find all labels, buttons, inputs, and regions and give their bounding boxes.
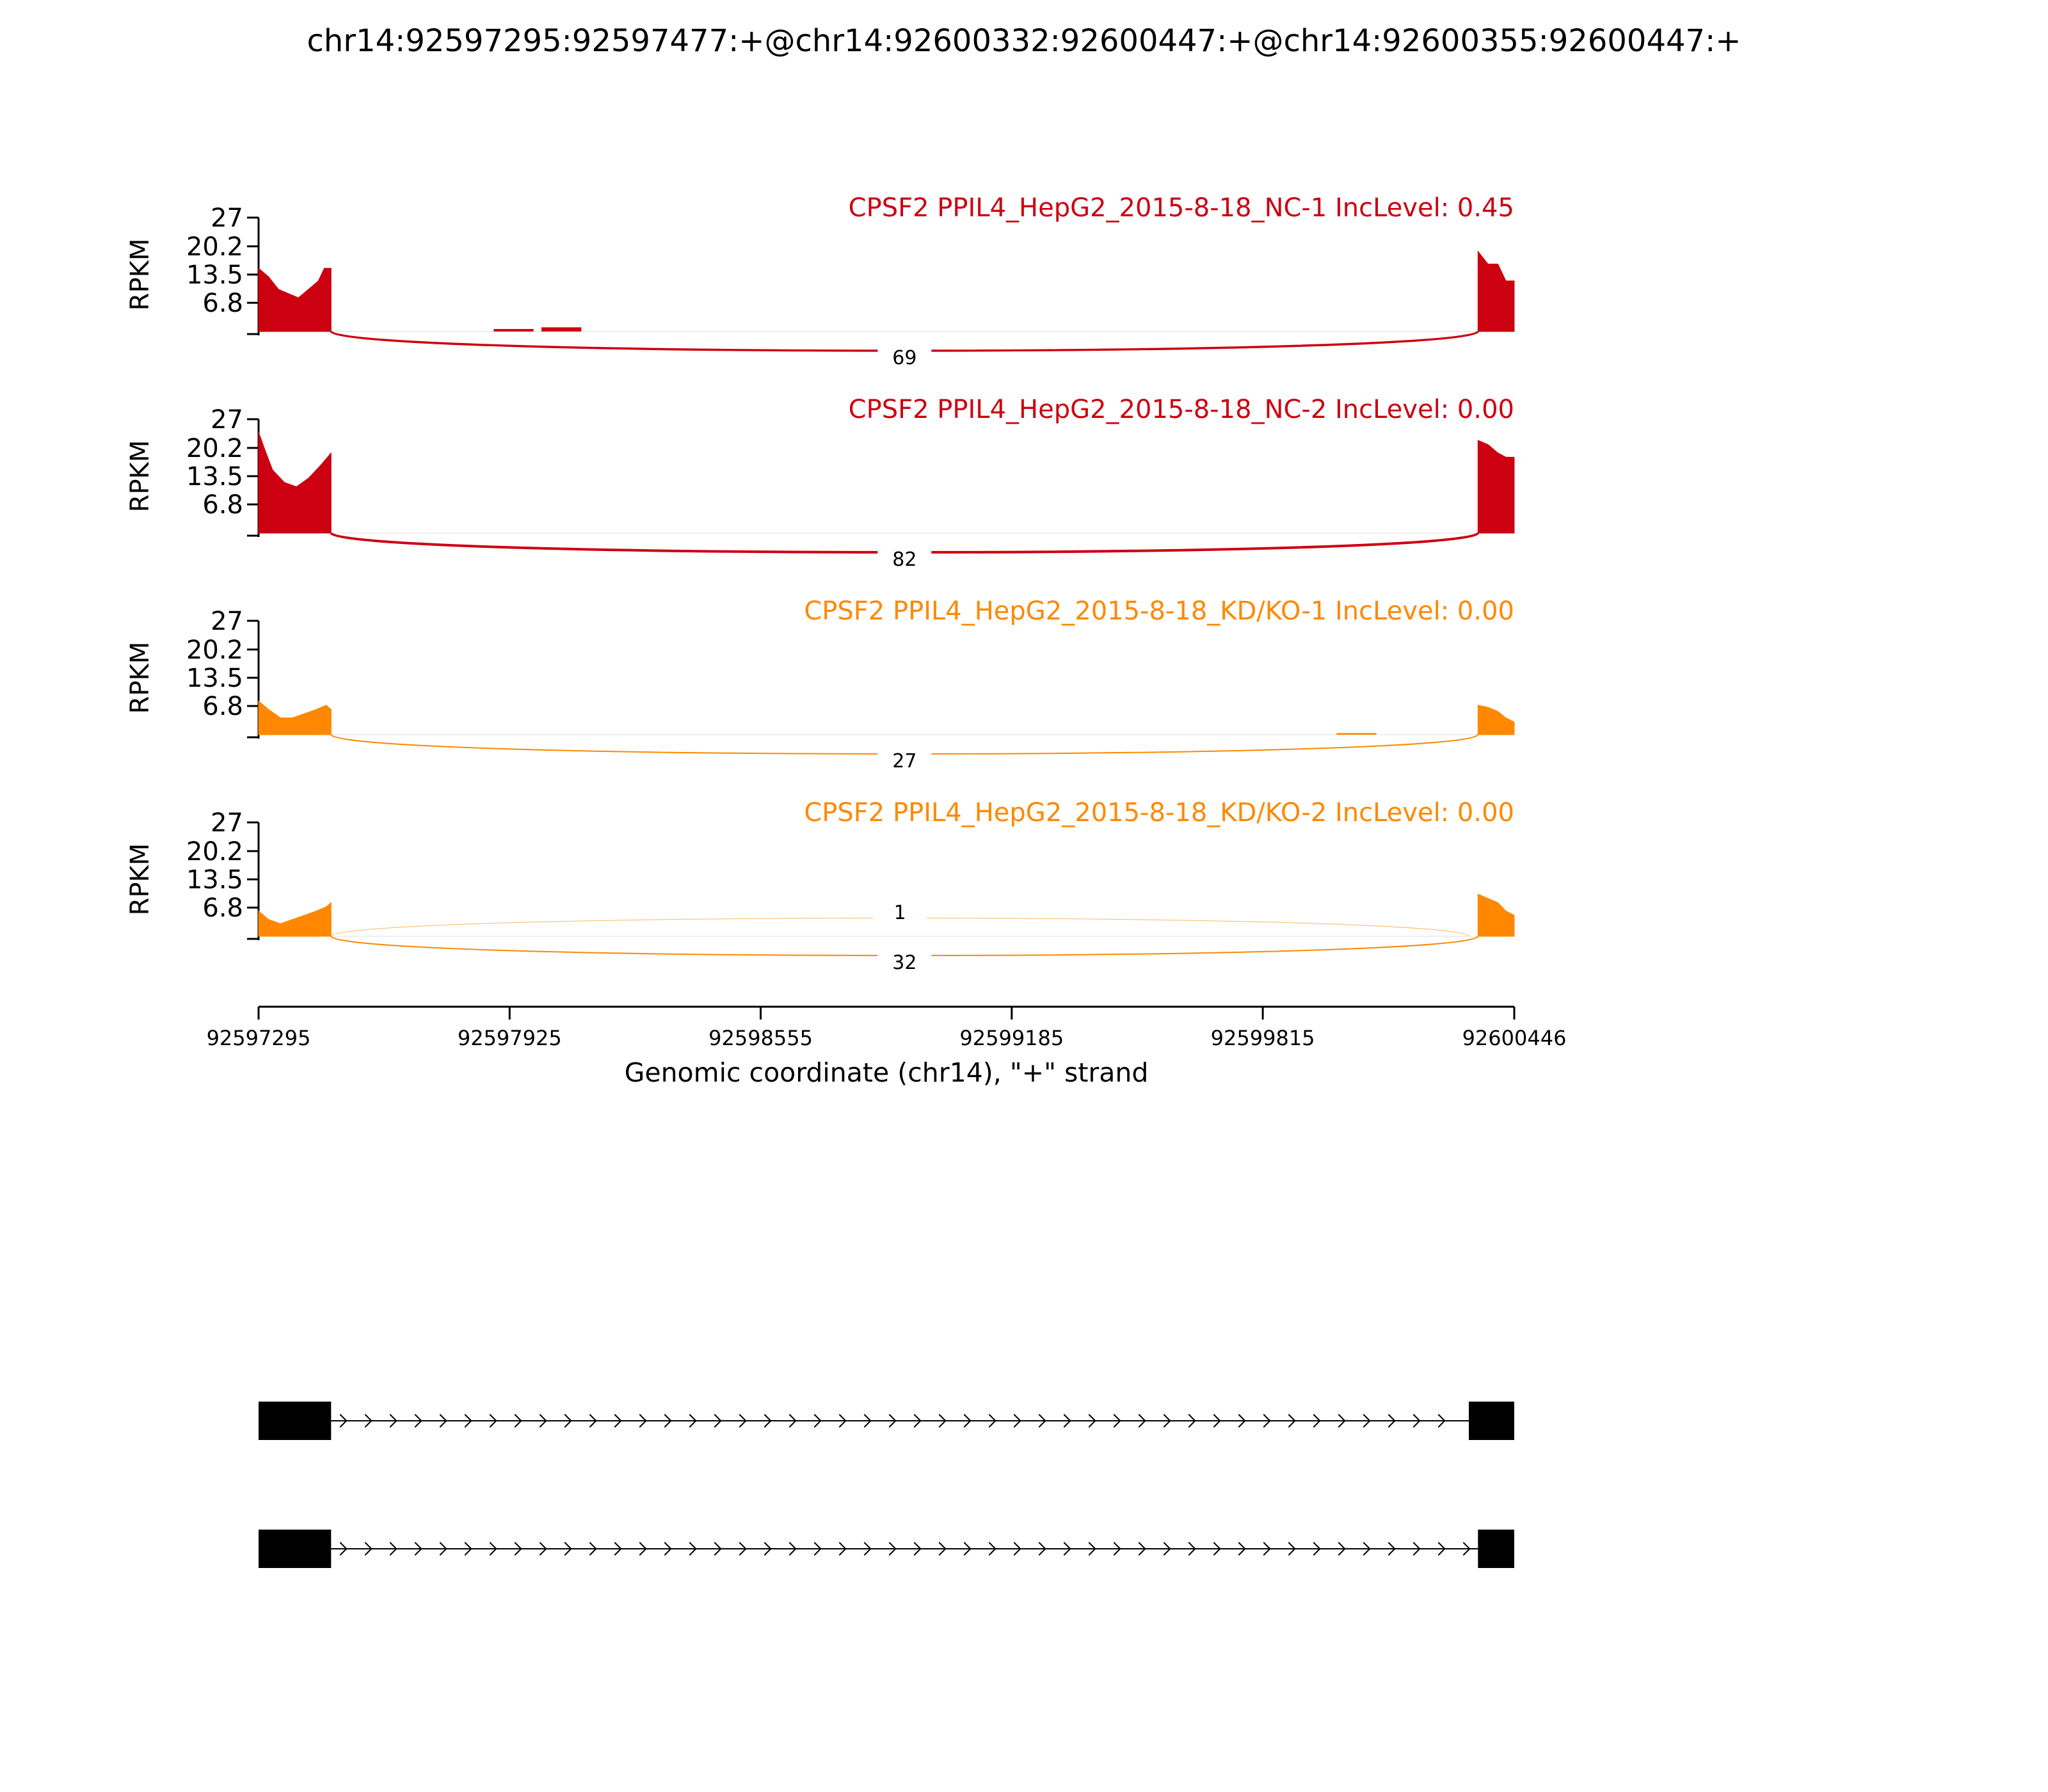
track-label: CPSF2 PPIL4_HepG2_2015-8-18_KD/KO-2 IncLevel: 0.00: [804, 798, 1514, 828]
y-tick-label: 20.2: [186, 433, 243, 463]
x-tick-label: 92597925: [457, 1026, 562, 1050]
track-label: CPSF2 PPIL4_HepG2_2015-8-18_NC-2 IncLevel: 0.00: [848, 395, 1514, 424]
track-label: CPSF2 PPIL4_HepG2_2015-8-18_KD/KO-1 IncLevel: 0.00: [804, 596, 1514, 626]
coverage-area: [1478, 894, 1514, 936]
y-axis-label: RPKM: [125, 238, 155, 311]
coverage-area: [1478, 252, 1514, 332]
y-tick-label: 27: [211, 607, 243, 636]
x-tick-label: 92600446: [1462, 1026, 1567, 1050]
junction-count: 32: [892, 952, 917, 974]
y-tick-label: 13.5: [186, 462, 243, 492]
y-tick-label: 13.5: [186, 664, 243, 693]
junction-count: 82: [892, 548, 917, 571]
y-tick-label: 13.5: [186, 865, 243, 895]
coverage-track: [125, 798, 1514, 976]
y-tick-label: 20.2: [186, 836, 243, 867]
coverage-area: [541, 327, 581, 332]
y-tick-label: 6.8: [202, 692, 243, 722]
coverage-track: [125, 395, 1514, 573]
y-tick-label: 27: [211, 808, 243, 838]
exon-block: [1478, 1530, 1514, 1568]
exon-block: [259, 1530, 331, 1568]
y-axis-label: RPKM: [125, 440, 155, 513]
x-tick-label: 92598555: [708, 1026, 813, 1050]
coverage-area: [1336, 733, 1376, 735]
y-axis-label: RPKM: [125, 843, 155, 916]
y-tick-label: 27: [211, 405, 243, 435]
junction-count: 1: [893, 902, 906, 924]
isoform: [259, 1530, 1514, 1568]
coverage-track: [125, 193, 1514, 371]
coverage-area: [1478, 440, 1514, 533]
coverage-area: [259, 432, 331, 533]
figure-title: chr14:92597295:92597477:+@chr14:92600332:92600447:+@chr14:92600355:92600447:+: [307, 23, 1741, 59]
junction-count: 27: [892, 750, 917, 772]
isoform: [259, 1402, 1514, 1440]
x-axis-label: Genomic coordinate (chr14), "+" strand: [624, 1057, 1149, 1088]
track-label: CPSF2 PPIL4_HepG2_2015-8-18_NC-1 IncLevel: 0.45: [848, 193, 1514, 223]
y-tick-label: 6.8: [202, 490, 243, 520]
coverage-area: [259, 902, 331, 936]
y-tick-label: 6.8: [202, 893, 243, 924]
isoform-models: [259, 1402, 1514, 1568]
y-axis-label: RPKM: [125, 641, 155, 714]
coverage-area: [259, 268, 331, 332]
exon-block: [1469, 1402, 1514, 1440]
coverage-area: [259, 701, 331, 735]
y-tick-label: 6.8: [202, 289, 243, 319]
coverage-tracks: [125, 193, 1514, 976]
y-tick-label: 13.5: [186, 260, 243, 290]
coverage-area: [1478, 705, 1514, 735]
x-tick-label: 92599185: [959, 1026, 1064, 1050]
coverage-area: [493, 329, 533, 332]
x-axis: [207, 1007, 1567, 1050]
exon-block: [259, 1402, 331, 1440]
y-tick-label: 20.2: [186, 635, 243, 665]
y-tick-label: 20.2: [186, 232, 243, 262]
junction-count: 69: [892, 347, 917, 369]
y-tick-label: 27: [211, 204, 243, 233]
x-tick-label: 92599815: [1210, 1026, 1315, 1050]
coverage-track: [125, 596, 1514, 774]
x-tick-label: 92597295: [206, 1026, 311, 1050]
